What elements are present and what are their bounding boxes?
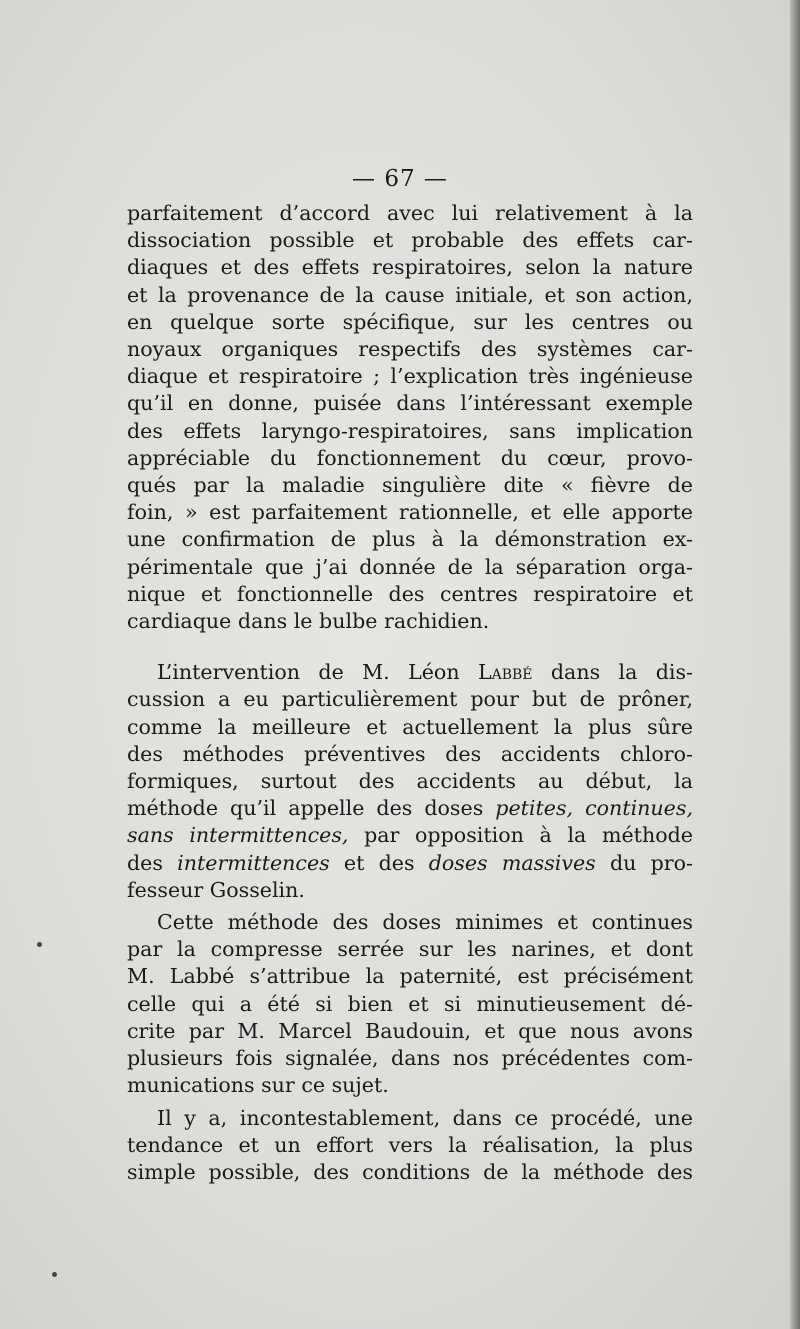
text-line: et la provenance de la cause initiale, et son action, bbox=[127, 282, 693, 307]
text-line: Il y a, incontestablement, dans ce procédé, une bbox=[157, 1105, 693, 1130]
text-line bbox=[127, 822, 693, 849]
paragraph-1 bbox=[127, 200, 693, 635]
text-line bbox=[127, 850, 693, 877]
paragraph-2 bbox=[127, 659, 693, 904]
text-line: comme la meilleure et actuellement la plus sûre bbox=[127, 714, 693, 739]
paragraph-4 bbox=[127, 1105, 693, 1187]
text-line: qués par la maladie singulière dite « fièvre de bbox=[127, 473, 693, 498]
text-line bbox=[127, 659, 693, 686]
text-line: dissociation possible et probable des effets car- bbox=[127, 228, 693, 253]
italic-term: intermittences bbox=[177, 850, 330, 875]
text-line: qu’il en donne, puisée dans l’intéressant exemple bbox=[127, 391, 693, 416]
text-line: simple possible, des conditions de la méthode des bbox=[127, 1159, 693, 1184]
text-line: tendance et un effort vers la réalisation, la plus bbox=[127, 1132, 693, 1157]
text-line: une confirmation de plus à la démonstration ex- bbox=[127, 527, 693, 552]
text-run: L’intervention de M. Léon bbox=[157, 660, 478, 685]
text-line: diaque et respiratoire ; l’explication très ingénieuse bbox=[127, 364, 693, 389]
italic-term: sans intermittences, bbox=[127, 823, 349, 848]
text-line: fesseur Gosselin. bbox=[127, 877, 305, 902]
page-number: — 67 — bbox=[352, 166, 448, 192]
text-line: des méthodes préventives des accidents chloro- bbox=[127, 741, 693, 766]
text-line: diaques et des effets respiratoires, selon la nature bbox=[127, 255, 693, 280]
text-line bbox=[127, 795, 693, 822]
text-run: dans la dis- bbox=[532, 660, 693, 685]
italic-term: doses massives bbox=[428, 850, 596, 875]
text-run: du pro- bbox=[595, 850, 693, 875]
text-line: celle qui a été si bien et si minutieusement dé- bbox=[127, 991, 693, 1016]
text-run: méthode qu’il appelle des doses bbox=[127, 796, 496, 821]
text-line: munications sur ce sujet. bbox=[127, 1073, 389, 1098]
text-line: périmentale que j’ai donnée de la séparation orga- bbox=[127, 554, 693, 579]
text-line: parfaitement d’accord avec lui relativement à la bbox=[127, 201, 693, 225]
text-line: foin, » est parfaitement rationnelle, et elle apporte bbox=[127, 500, 693, 525]
page-edge-shadow bbox=[790, 0, 800, 1329]
text-run: et des bbox=[329, 850, 429, 875]
text-line: crite par M. Marcel Baudouin, et que nous avons bbox=[127, 1018, 693, 1043]
text-line: M. Labbé s’attribue la paternité, est précisément bbox=[127, 964, 693, 989]
paragraph-3 bbox=[127, 909, 693, 1099]
author-name: Labbé bbox=[477, 660, 533, 685]
text-line: par la compresse serrée sur les narines, et dont bbox=[127, 937, 693, 962]
text-line: en quelque sorte spécifique, sur les centres ou bbox=[127, 309, 693, 334]
text-line: formiques, surtout des accidents au début, la bbox=[127, 769, 693, 794]
body-text bbox=[127, 200, 693, 1186]
text-line: cardiaque dans le bulbe rachidien. bbox=[127, 609, 490, 634]
italic-term: petites, continues, bbox=[495, 796, 693, 821]
text-line: nique et fonctionnelle des centres respiratoire et bbox=[127, 581, 693, 606]
ink-speck bbox=[37, 942, 42, 947]
text-line: Cette méthode des doses minimes et continues bbox=[157, 910, 693, 935]
text-run: des bbox=[127, 850, 178, 875]
text-line: plusieurs fois signalée, dans nos précédentes com- bbox=[127, 1046, 693, 1071]
text-line: noyaux organiques respectifs des systèmes car- bbox=[127, 337, 693, 362]
ink-speck bbox=[52, 1272, 57, 1277]
text-line: cussion a eu particulièrement pour but de prôner, bbox=[127, 687, 693, 712]
text-line: appréciable du fonctionnement du cœur, provo- bbox=[127, 445, 693, 470]
text-run: par opposition à la méthode bbox=[348, 823, 693, 848]
text-line: des effets laryngo-respiratoires, sans implication bbox=[127, 418, 693, 443]
